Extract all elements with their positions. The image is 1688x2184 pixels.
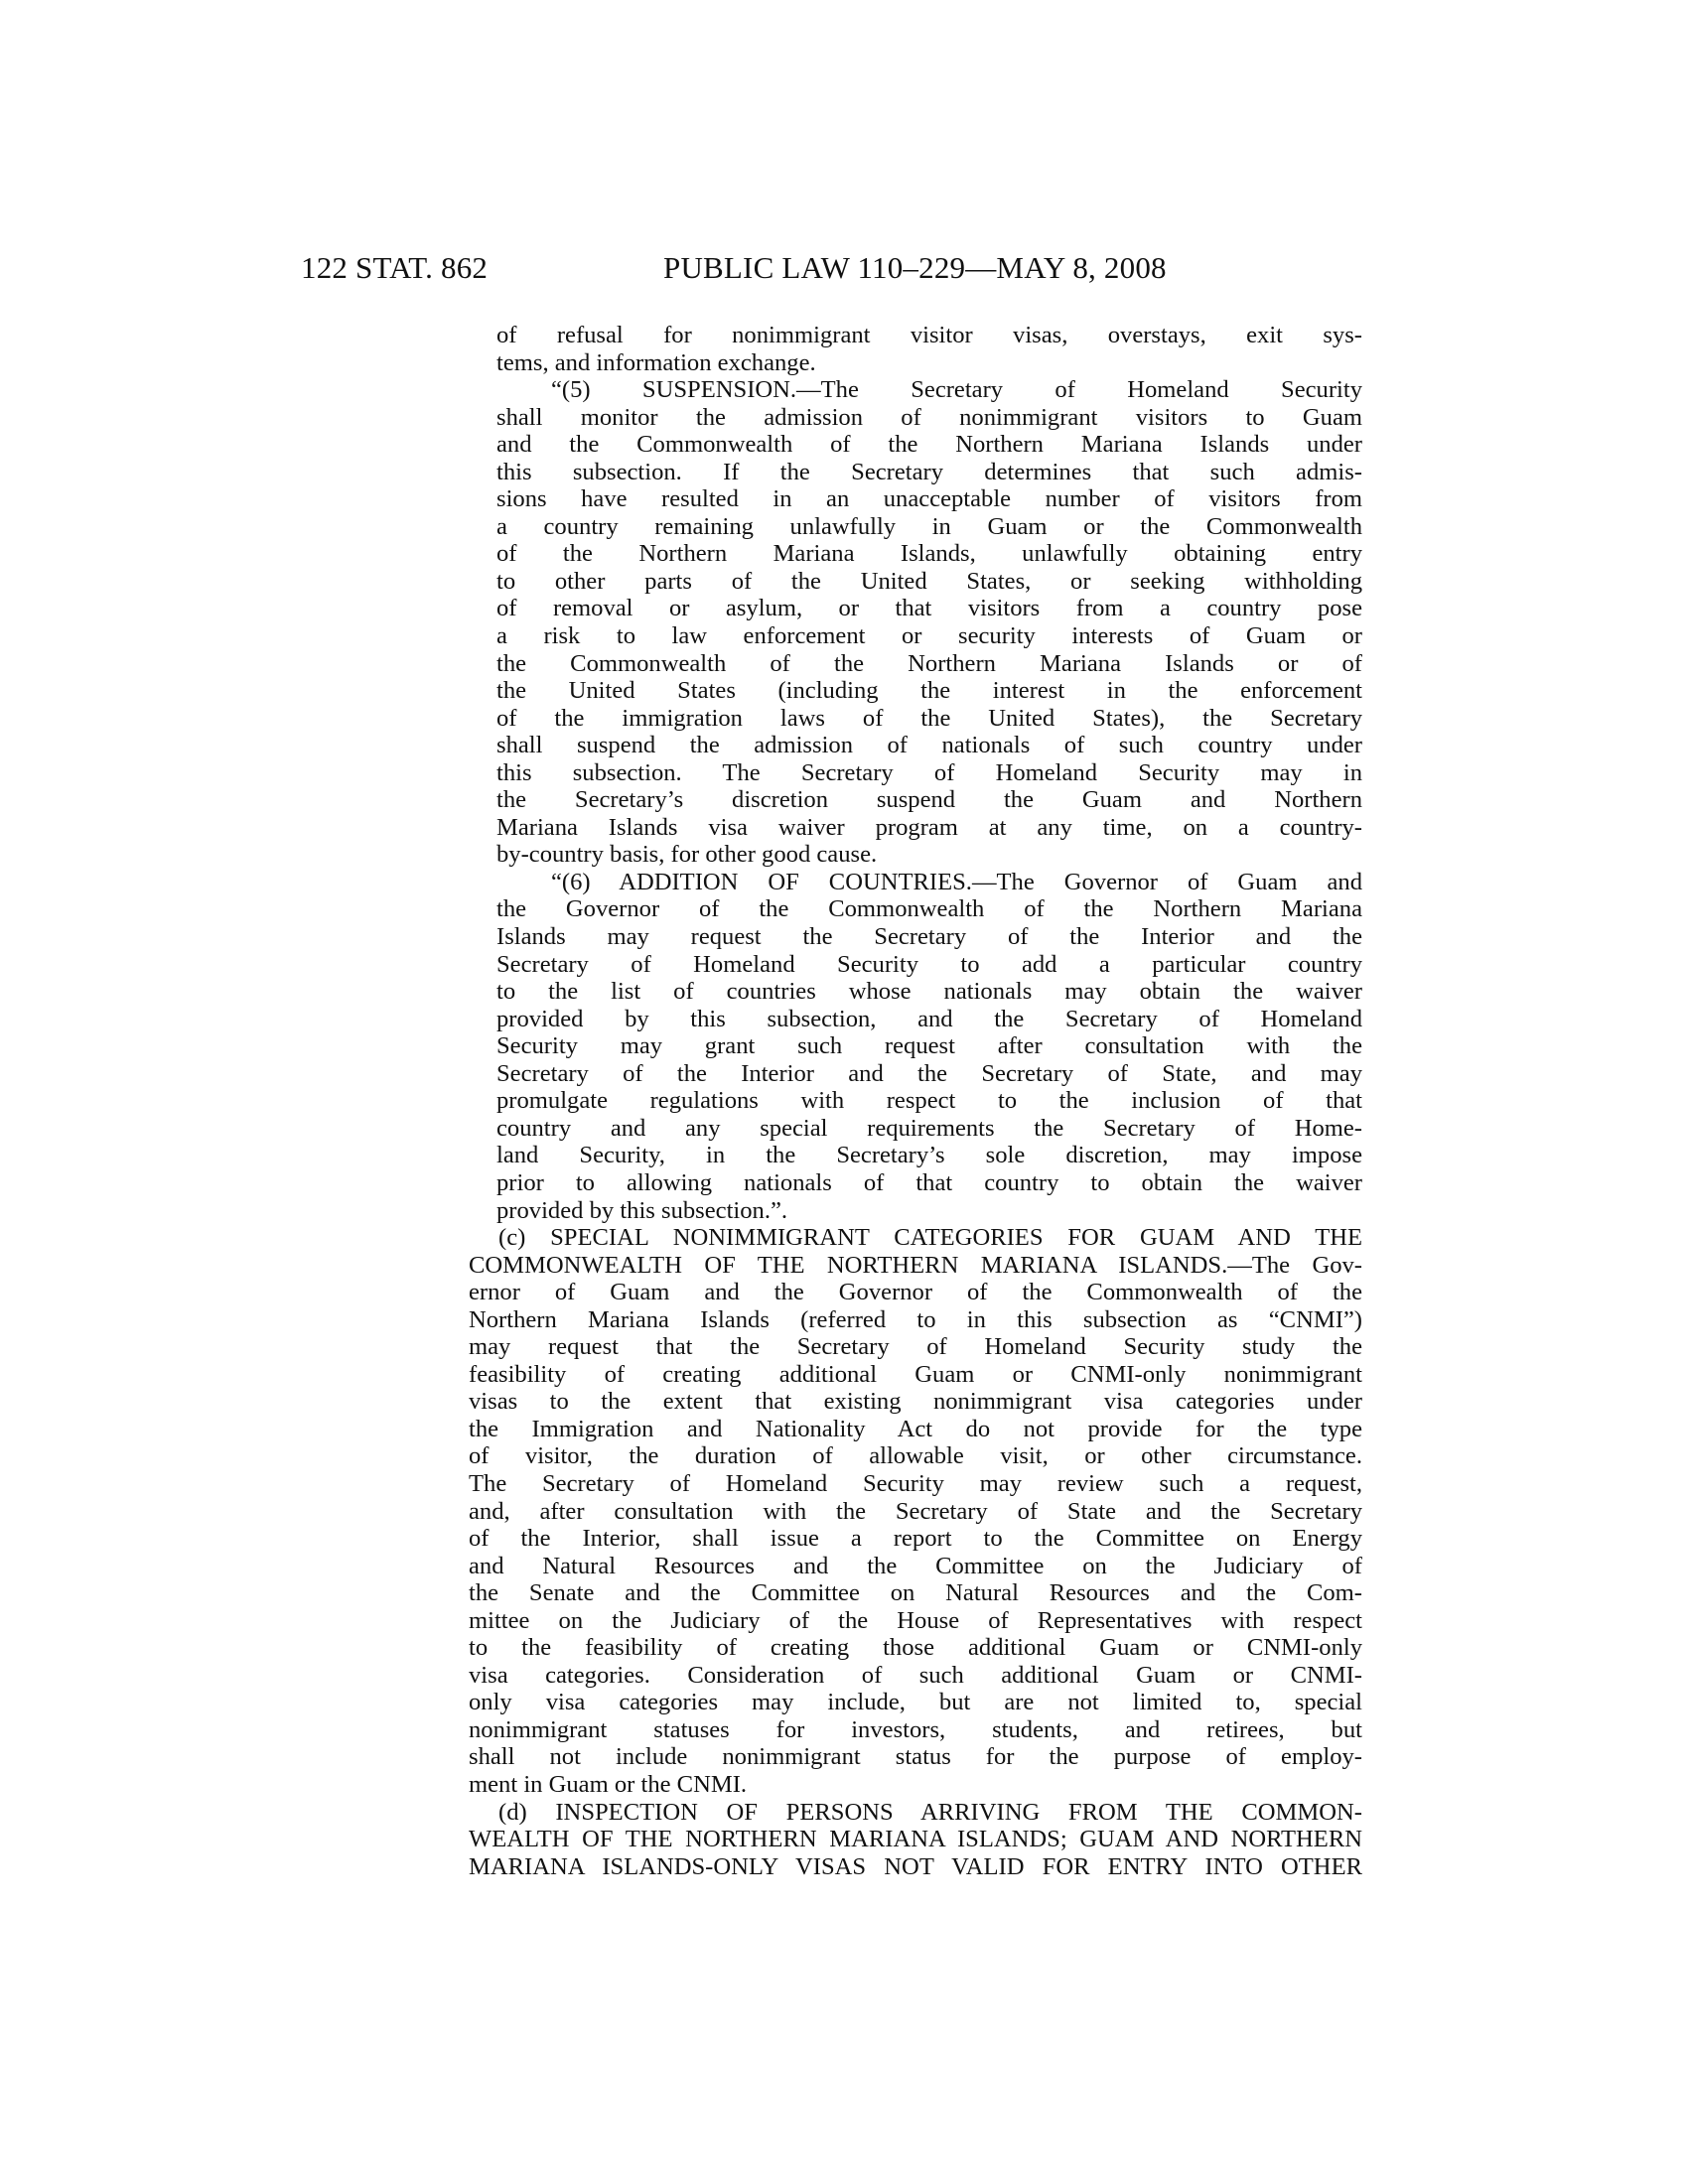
text-line: sions have resulted in an unacceptable number of visitors from — [496, 485, 1362, 513]
text-line: Secretary of Homeland Security to add a particular country — [496, 950, 1362, 978]
text-line: this subsection. The Secretary of Homeland Security may in — [496, 758, 1362, 786]
text-line: of removal or asylum, or that visitors from a country pose — [496, 595, 1362, 622]
text-line: to the feasibility of creating those additional Guam or CNMI-only — [469, 1634, 1362, 1662]
text-line: mittee on the Judiciary of the House of Representatives with respect — [469, 1606, 1362, 1634]
text-line: Security may grant such request after consultation with the — [496, 1032, 1362, 1060]
text-line: the Secretary’s discretion suspend the Guam and Northern — [496, 786, 1362, 814]
section-c-special-nonimmigrant-categories — [469, 1224, 1362, 1798]
text-line: the United States (including the interest in the enforcement — [496, 677, 1362, 705]
text-line: ment in Guam or the CNMI. — [469, 1770, 748, 1798]
text-line: provided by this subsection, and the Secretary of Homeland — [496, 1005, 1362, 1032]
text-line: visa categories. Consideration of such additional Guam or CNMI- — [469, 1661, 1362, 1689]
text-line: Northern Mariana Islands (referred to in this subsection as “CNMI”) — [469, 1305, 1362, 1333]
text-line: tems, and information exchange. — [496, 348, 816, 376]
paragraph-addition-of-countries — [496, 869, 1362, 1224]
paragraph-suspension — [496, 376, 1362, 869]
text-line: feasibility of creating additional Guam or CNMI-only nonimmigrant — [469, 1360, 1362, 1388]
text-line: The Secretary of Homeland Security may review such a request, — [469, 1469, 1362, 1497]
text-line: shall not include nonimmigrant status for the purpose of employ- — [469, 1743, 1362, 1771]
text-line: and Natural Resources and the Committee on the Judiciary of — [469, 1552, 1362, 1579]
text-line: Mariana Islands visa waiver program at any time, on a country- — [496, 813, 1362, 841]
text-line: by-country basis, for other good cause. — [496, 841, 878, 869]
text-line: only visa categories may include, but are not limited to, special — [469, 1689, 1362, 1716]
text-line: the Immigration and Nationality Act do not provide for the type — [469, 1415, 1362, 1442]
text-line: Islands may request the Secretary of the Interior and the — [496, 923, 1362, 951]
text-line: nonimmigrant statuses for investors, students, and retirees, but — [469, 1715, 1362, 1743]
text-line: country and any special requirements the Secretary of Home- — [496, 1114, 1362, 1142]
text-line: (c) SPECIAL NONIMMIGRANT CATEGORIES FOR GUAM AND THE — [498, 1224, 1362, 1252]
running-head: PUBLIC LAW 110–229—MAY 8, 2008 — [663, 250, 1167, 285]
statute-body — [469, 322, 1362, 1880]
text-line: MARIANA ISLANDS-ONLY VISAS NOT VALID FOR ENTRY INTO OTHER — [469, 1852, 1362, 1880]
text-line: to the list of countries whose nationals may obtain the waiver — [496, 978, 1362, 1006]
text-line: WEALTH OF THE NORTHERN MARIANA ISLANDS; GUAM AND NORTHERN — [469, 1826, 1362, 1853]
text-line: “(6) ADDITION OF COUNTRIES.—The Governor of Guam and — [551, 868, 1362, 895]
text-line: the Senate and the Committee on Natural Resources and the Com- — [469, 1579, 1362, 1607]
section-d-inspection-of-persons — [469, 1799, 1362, 1881]
text-line: of visitor, the duration of allowable visit, or other circumstance. — [469, 1442, 1362, 1470]
text-line: to other parts of the United States, or seeking withholding — [496, 567, 1362, 595]
text-line: shall monitor the admission of nonimmigrant visitors to Guam — [496, 403, 1362, 431]
text-line: shall suspend the admission of nationals of such country under — [496, 732, 1362, 759]
text-line: (d) INSPECTION OF PERSONS ARRIVING FROM THE COMMON- — [498, 1798, 1362, 1826]
text-line: ernor of Guam and the Governor of the Commonwealth of the — [469, 1279, 1362, 1306]
text-line: COMMONWEALTH OF THE NORTHERN MARIANA ISLANDS.—The Gov- — [469, 1251, 1362, 1279]
text-line: provided by this subsection.”. — [496, 1196, 788, 1224]
text-line: the Commonwealth of the Northern Mariana Islands or of — [496, 649, 1362, 677]
text-line: land Security, in the Secretary’s sole discretion, may impose — [496, 1142, 1362, 1169]
text-line: prior to allowing nationals of that country to obtain the waiver — [496, 1168, 1362, 1196]
text-line: Secretary of the Interior and the Secretary of State, and may — [496, 1059, 1362, 1087]
text-line: promulgate regulations with respect to the inclusion of that — [496, 1087, 1362, 1115]
text-line: this subsection. If the Secretary determines that such admis- — [496, 458, 1362, 485]
text-line: and the Commonwealth of the Northern Mariana Islands under — [496, 431, 1362, 459]
text-line: a risk to law enforcement or security interests of Guam or — [496, 622, 1362, 650]
text-line: of the Interior, shall issue a report to the Committee on Energy — [469, 1525, 1362, 1553]
statutes-page-number: 122 STAT. 862 — [301, 250, 489, 285]
text-line: a country remaining unlawfully in Guam or the Commonwealth — [496, 512, 1362, 540]
text-line: may request that the Secretary of Homeland Security study the — [469, 1333, 1362, 1361]
text-line: and, after consultation with the Secretary of State and the Secretary — [469, 1497, 1362, 1525]
text-line: of the Northern Mariana Islands, unlawfully obtaining entry — [496, 540, 1362, 568]
text-line: of the immigration laws of the United States), the Secretary — [496, 704, 1362, 732]
text-line: “(5) SUSPENSION.—The Secretary of Homeland Security — [551, 376, 1362, 404]
text-line: the Governor of the Commonwealth of the Northern Mariana — [496, 895, 1362, 923]
paragraph-continuation — [496, 322, 1362, 376]
text-line: visas to the extent that existing nonimmigrant visa categories under — [469, 1388, 1362, 1416]
text-line: of refusal for nonimmigrant visitor visas, overstays, exit sys- — [496, 322, 1362, 348]
